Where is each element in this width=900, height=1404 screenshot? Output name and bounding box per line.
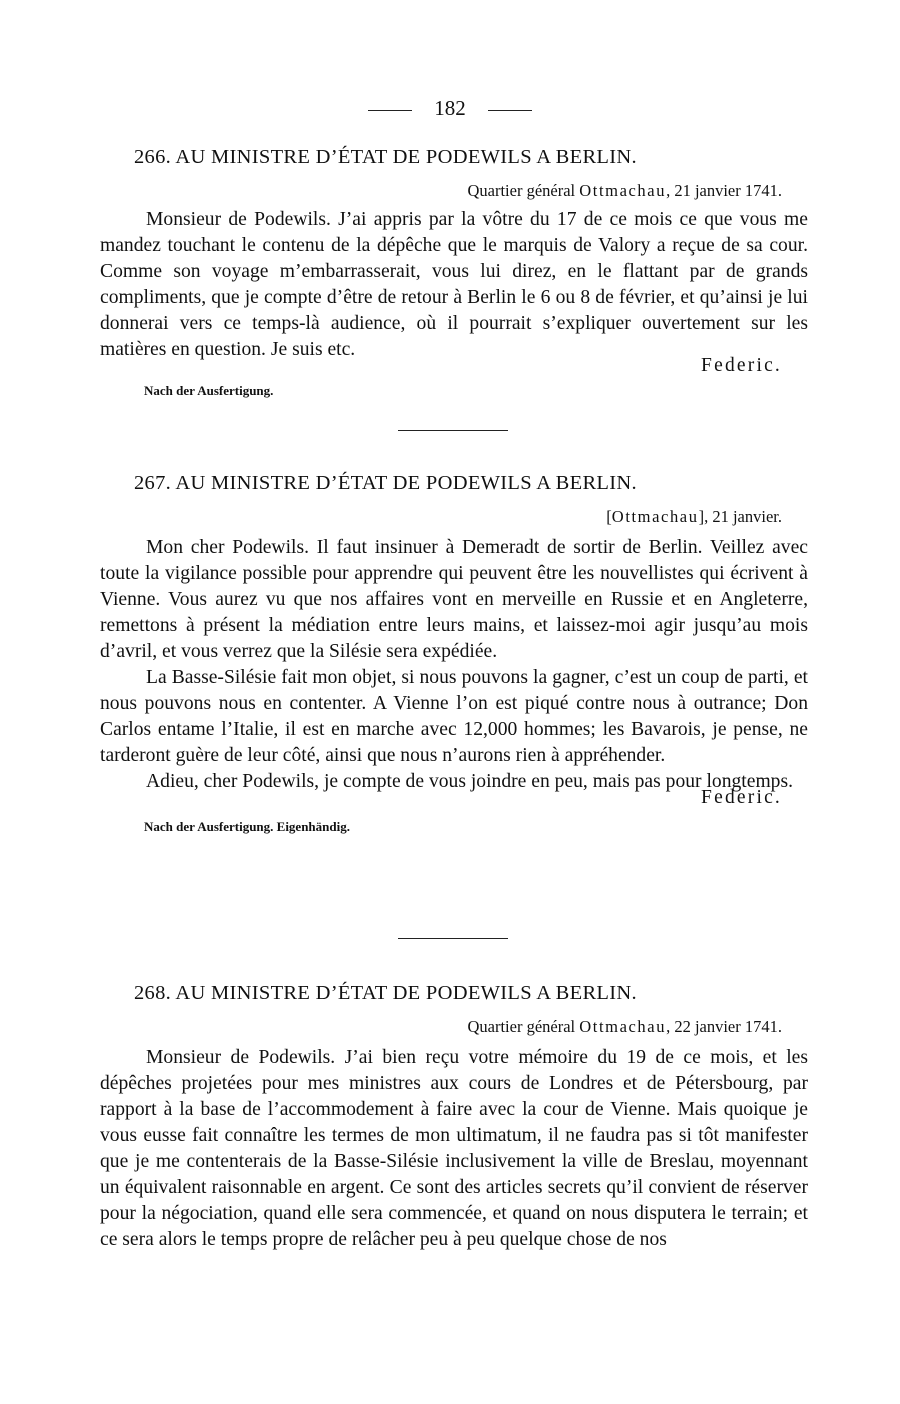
letter-heading: 267. AU MINISTRE D’ÉTAT DE PODEWILS A BERLIN. (134, 472, 637, 494)
letter-signature: Federic. (701, 787, 782, 808)
page-number-rule-left (368, 110, 412, 111)
letter-heading: 268. AU MINISTRE D’ÉTAT DE PODEWILS A BERLIN. (134, 982, 637, 1004)
letter-dateline (100, 181, 782, 201)
dateline-suffix: , 22 janvier 1741. (666, 1017, 782, 1036)
section-divider (398, 430, 508, 431)
letter-paragraph: Mon cher Podewils. Il faut insinuer à Demeradt de sortir de Berlin. Veillez avec toute la vigilance possible pour apprendre qui peuvent être les nouvellistes qui écrivent à Vienne. Vous aurez vu que nos affaires vont en merveille en Russie et en Angleterre, remettons à présent la médiation entre leurs mains, et laissez-moi agir jusqu’au mois d’avril, et vous verrez que la Silésie sera expédiée. (100, 537, 808, 662)
letter-dateline (100, 507, 782, 527)
dateline-place: Ottmachau (611, 507, 699, 526)
letter-266 (100, 146, 808, 399)
letter-268 (100, 982, 808, 1253)
dateline-prefix: [ (606, 507, 612, 526)
dateline-suffix: , 21 janvier 1741. (666, 181, 782, 200)
page-number-text: 182 (434, 96, 466, 120)
letter-paragraph: Monsieur de Podewils. J’ai appris par la vôtre du 17 de ce mois ce que vous me mandez touchant le contenu de la dépêche que le marquis de Valory a reçue de sa cour. Comme son voyage m’embarrasserait, vous lui direz, en le flattant par de grands compliments, que je compte d’être de retour à Berlin le 6 ou 8 de février, et qu’ainsi je lui donnerai vers ce temps-là audience, où il pourrait s’expliquer ouvertement sur les matières en question. Je suis etc. (100, 209, 808, 360)
section-divider (398, 938, 508, 939)
dateline-place: Ottmachau (579, 1017, 667, 1036)
dateline-place: Ottmachau (579, 181, 667, 200)
dateline-suffix: ], 21 janvier. (698, 507, 782, 526)
page-number (0, 96, 900, 121)
letter-heading: 266. AU MINISTRE D’ÉTAT DE PODEWILS A BERLIN. (134, 146, 637, 168)
dateline-prefix: Quartier général (467, 181, 580, 200)
letter-paragraph: Monsieur de Podewils. J’ai bien reçu votre mémoire du 19 de ce mois, et les dépêches projetées pour mes ministres aux cours de Londres et de Pétersbourg, par rapport à la base de l’accommodement à faire avec la cour de Vienne. Mais quoique je vous eusse fait connaître les termes de mon ultimatum, il ne faudra pas si tôt manifester que je me contenterais de la Basse-Silésie inclusivement la ville de Breslau, moyennant un équivalent raisonnable en argent. Ce sont des articles secrets qu’il convient de réserver pour la négociation, quand elle sera commencée, et quand on nous disputera le terrain; et ce sera alors le temps propre de relâcher peu à peu quelque chose de nos (100, 1047, 808, 1250)
letter-paragraph: La Basse-Silésie fait mon objet, si nous pouvons la gagner, c’est un coup de parti, et nous pouvons nous en contenter. A Vienne l’on est piqué contre nous à outrance; Don Carlos entame l’Italie, il est en marche avec 12,000 hommes; les Bavarois, je pense, ne tarderont guère de leur côté, ainsi que nous n’aurons rien à appréhender. (100, 667, 808, 766)
letter-signature: Federic. (701, 355, 782, 376)
letter-paragraph: Adieu, cher Podewils, je compte de vous joindre en peu, mais pas pour longtemps. (146, 771, 794, 792)
letter-source-note: Nach der Ausfertigung. Eigenhändig. (144, 819, 350, 834)
letter-dateline (100, 1017, 782, 1037)
letter-267 (100, 472, 808, 835)
page-number-rule-right (488, 110, 532, 111)
dateline-prefix: Quartier général (467, 1017, 580, 1036)
letter-source-note: Nach der Ausfertigung. (144, 383, 274, 398)
